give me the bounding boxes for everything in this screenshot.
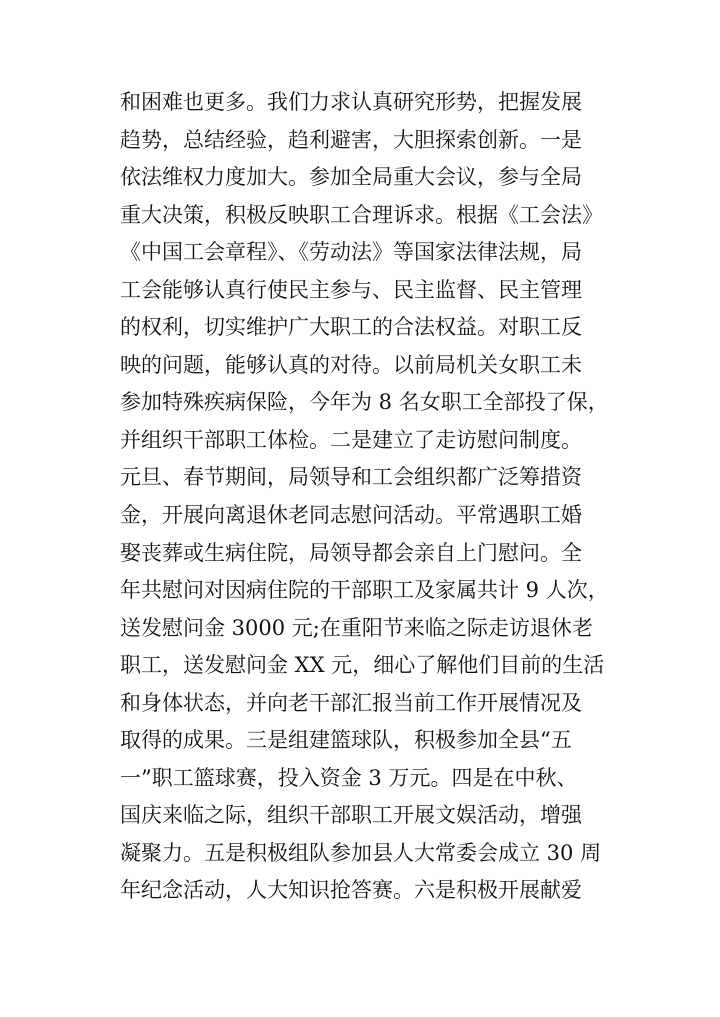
text-line: 一”职工篮球赛，投入资金 3 万元。四是在中秋、 [120, 765, 578, 790]
text-line: 《中国工会章程》、《劳动法》等国家法律法规，局 [120, 240, 582, 265]
text-line: 和困难也更多。我们力求认真研究形势，把握发展 [120, 90, 582, 114]
text-line: 参加特殊疾病保险，今年为 8 名女职工全部投了保， [120, 390, 609, 415]
text-line: 映的问题，能够认真的对待。以前局机关女职工未 [120, 352, 582, 377]
body-paragraph [120, 84, 610, 910]
text-line: 重大决策，积极反映职工合理诉求。根据《工会法》 [120, 202, 603, 227]
text-line: 年共慰问对因病住院的干部职工及家属共计 9 人次， [120, 578, 609, 603]
text-line: 国庆来临之际，组织干部职工开展文娱活动，增强 [120, 803, 582, 828]
text-line: 工会能够认真行使民主参与、民主监督、民主管理 [120, 277, 582, 302]
text-line: 娶丧葬或生病住院，局领导都会亲自上门慰问。全 [120, 540, 582, 565]
text-line: 取得的成果。三是组建篮球队，积极参加全县“五 [120, 728, 572, 753]
text-line: 送发慰问金 3000 元;在重阳节来临之际走访退休老 [120, 615, 593, 640]
text-line: 并组织干部职工体检。二是建立了走访慰问制度。 [120, 427, 582, 452]
text-line: 的权利，切实维护广大职工的合法权益。对职工反 [120, 315, 582, 340]
text-line: 趋势，总结经验，趋利避害，大胆探索创新。一是 [120, 127, 582, 152]
text-line: 元旦、春节期间，局领导和工会组织都广泛筹措资 [120, 465, 582, 490]
text-line: 金，开展向离退休老同志慰问活动。平常遇职工婚 [120, 503, 582, 528]
text-line: 职工，送发慰问金 XX 元，细心了解他们目前的生活 [120, 653, 605, 678]
text-line: 凝聚力。五是积极组队参加县人大常委会成立 30 周 [120, 840, 602, 865]
text-line: 和身体状态，并向老干部汇报当前工作开展情况及 [120, 690, 582, 715]
text-line: 年纪念活动，人大知识抢答赛。六是积极开展献爱 [120, 878, 582, 903]
text-line: 依法维权力度加大。参加全局重大会议，参与全局 [120, 165, 582, 190]
